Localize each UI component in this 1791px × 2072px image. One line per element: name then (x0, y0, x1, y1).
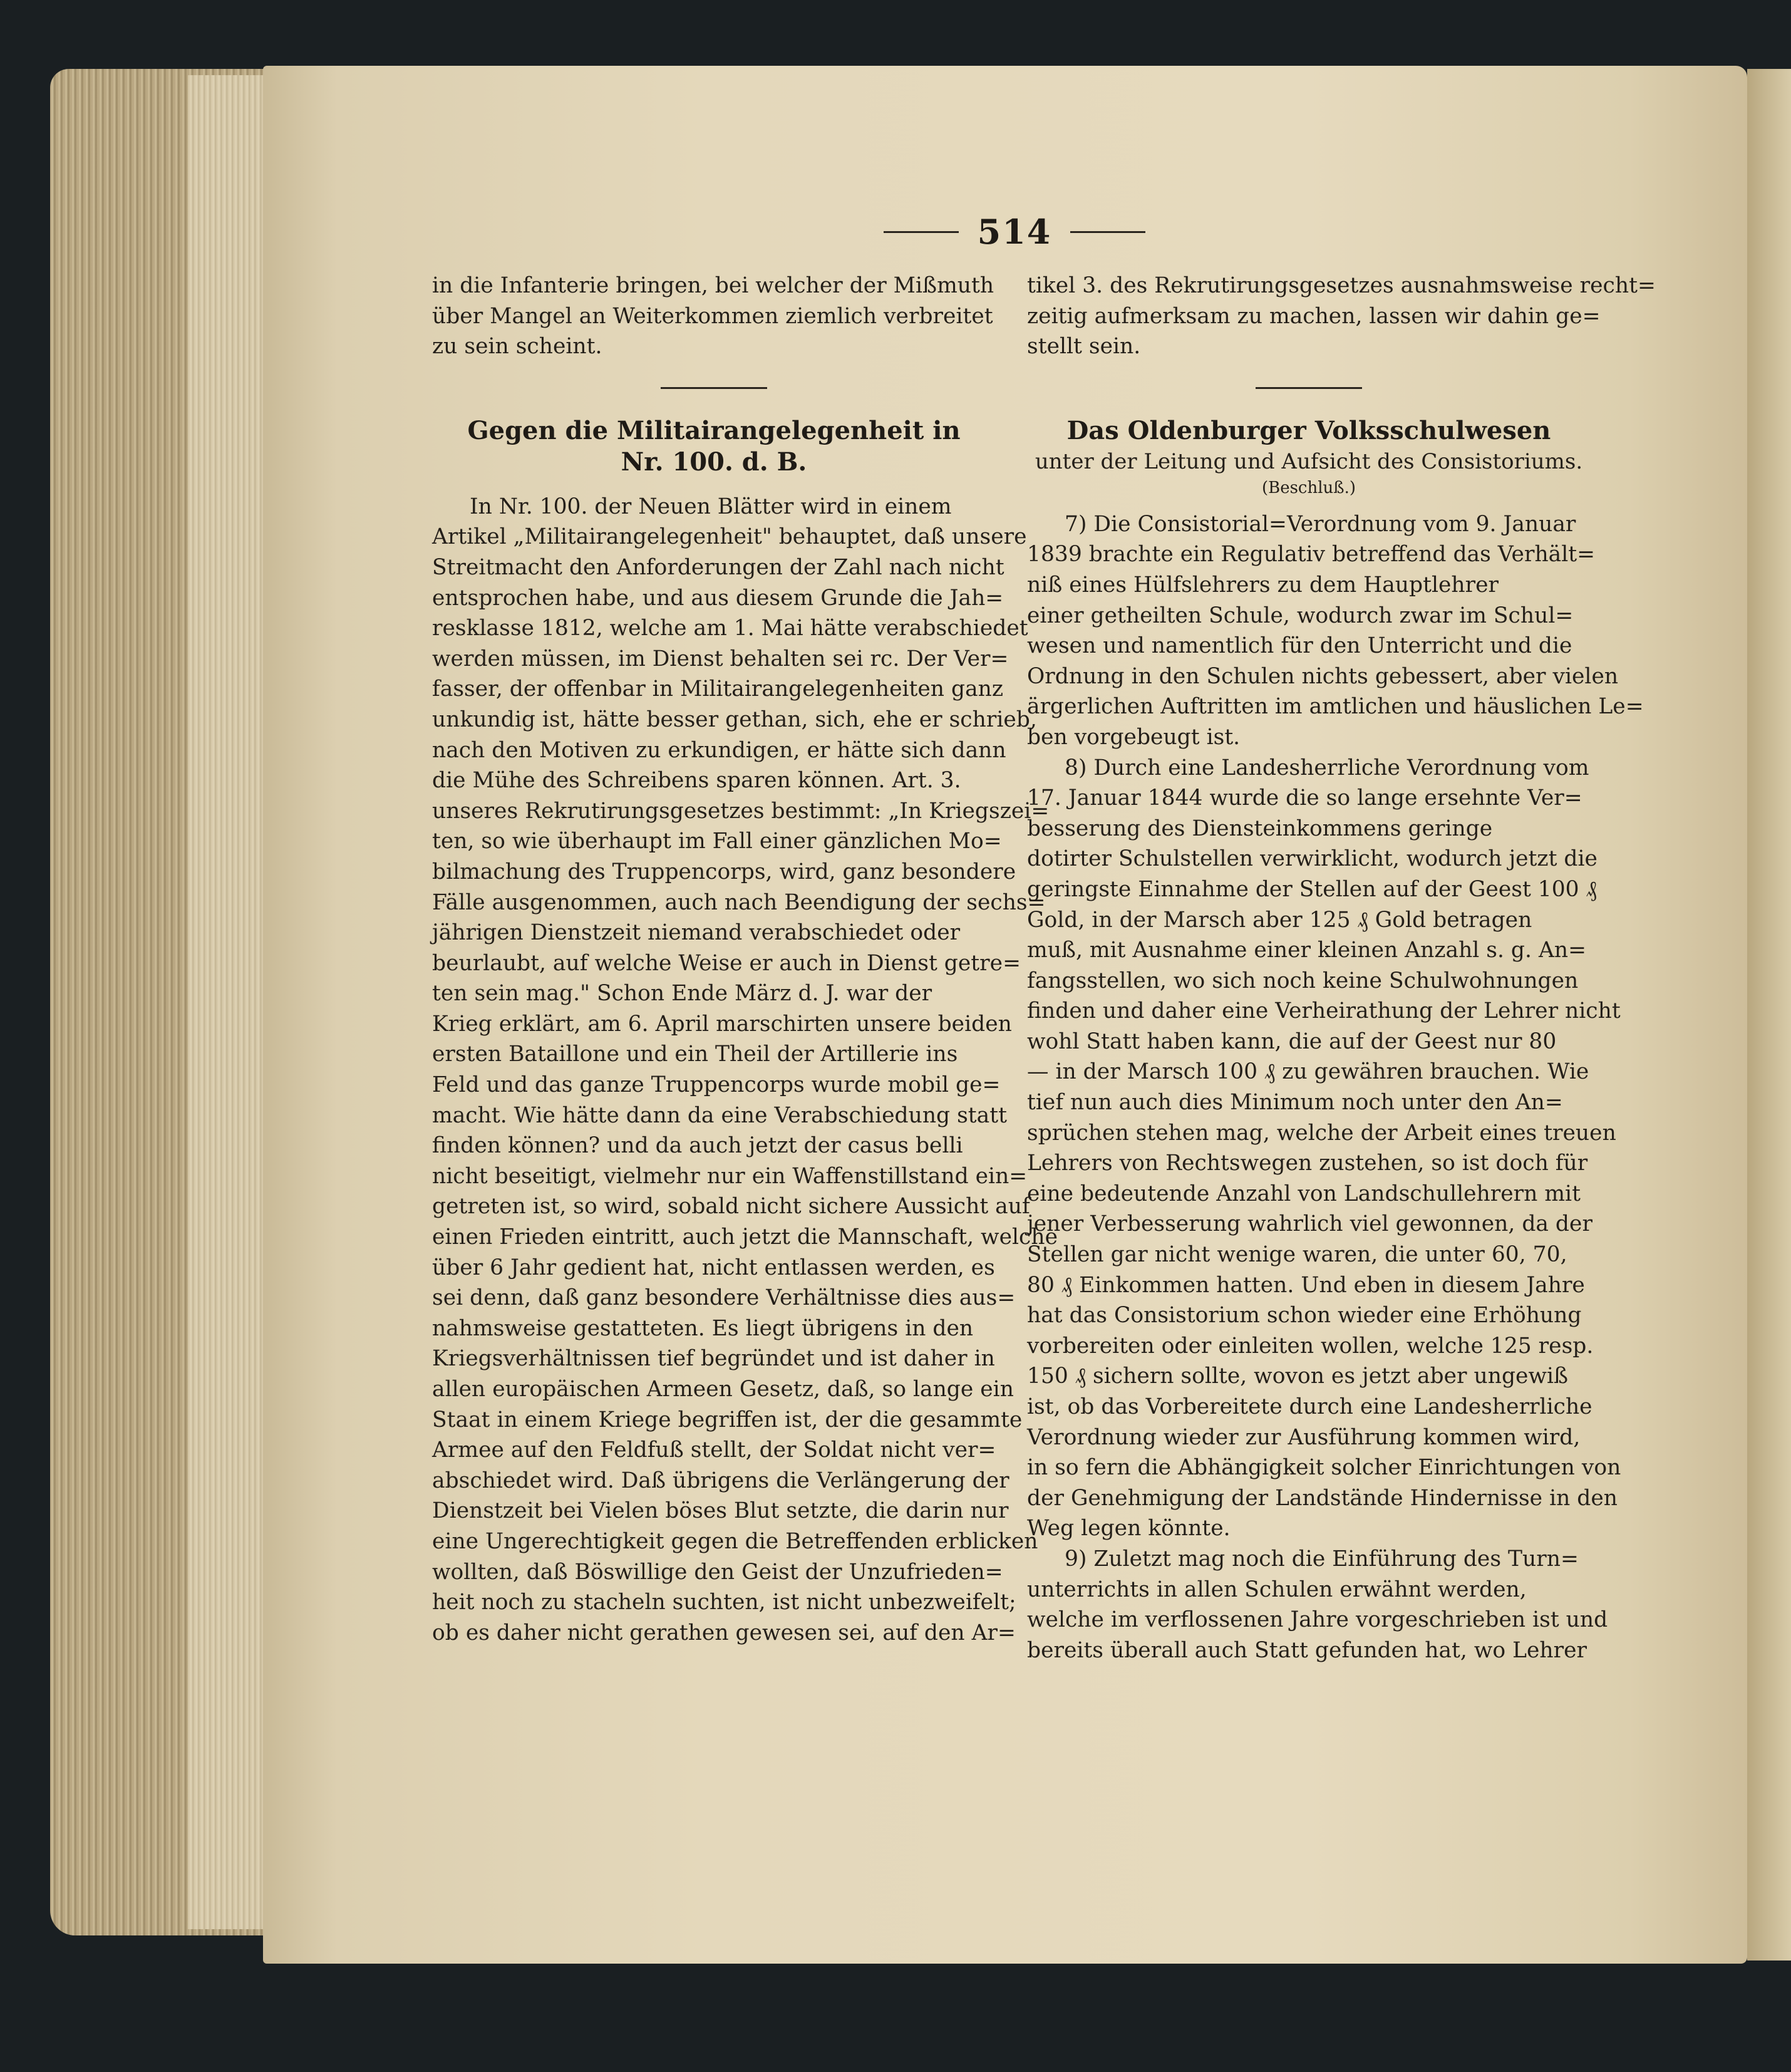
text-line: zeitig aufmerksam zu machen, lassen wir dahin ge= (1027, 303, 1601, 329)
text-line: fangsstellen, wo sich noch keine Schulwohnungen (1027, 968, 1579, 993)
text-line: über 6 Jahr gedient hat, nicht entlassen werden, es (432, 1255, 995, 1280)
right-intro-paragraph (1027, 271, 1656, 362)
text-line: zu sein scheint. (432, 334, 602, 360)
text-line: 150 ₰ sichern sollte, wovon es jetzt aber ungewiß (1027, 1364, 1569, 1389)
text-line: besserung des Diensteinkommens geringe (1027, 816, 1493, 841)
text-line: tikel 3. des Rekrutirungsgesetzes ausnahmsweise recht= (1027, 273, 1656, 298)
text-line: eine bedeutende Anzahl von Landschullehrern mit (1027, 1181, 1581, 1206)
text-line: in die Infanterie bringen, bei welcher der Mißmuth (432, 273, 994, 298)
left-column (432, 271, 1058, 1648)
article-subheading: unter der Leitung und Aufsicht des Consistoriums. (1035, 448, 1583, 474)
header-rule-right (1070, 231, 1145, 233)
right-column (1027, 271, 1656, 1665)
heading-line-2: Nr. 100. d. B. (621, 447, 807, 477)
left-intro-paragraph (432, 271, 996, 362)
text-line: ersten Bataillone und ein Theil der Artillerie ins (432, 1042, 958, 1067)
text-line: ob es daher nicht gerathen gewesen sei, auf den Ar= (432, 1620, 1016, 1645)
text-line: heit noch zu stacheln suchten, ist nicht unbezweifelt; (432, 1590, 1016, 1615)
text-line: Krieg erklärt, am 6. April marschirten unsere beiden (432, 1011, 1012, 1037)
text-line: Weg legen könnte. (1027, 1516, 1231, 1541)
text-line: macht. Wie hätte dann da eine Verabschiedung statt (432, 1102, 1007, 1128)
text-line: tief nun auch dies Minimum noch unter den An= (1027, 1090, 1563, 1116)
text-line: wesen und namentlich für den Unterricht und die (1027, 633, 1572, 659)
text-line: jährigen Dienstzeit niemand verabschiedet oder (432, 920, 961, 946)
text-line: ist, ob das Vorbereitete durch eine Landesherrliche (1027, 1394, 1592, 1419)
text-line: 9) Zuletzt mag noch die Einführung des Turn= (1065, 1546, 1579, 1572)
paragraph-9 (1027, 1544, 1608, 1665)
text-line: nahmsweise gestatteten. Es liegt übrigens in den (432, 1315, 974, 1341)
text-line: Armee auf den Feldfuß stellt, der Soldat nicht ver= (432, 1437, 996, 1463)
paragraph-7 (1027, 509, 1644, 753)
text-line: 8) Durch eine Landesherrliche Verordnung vom (1065, 755, 1589, 780)
page-number: 514 (977, 212, 1052, 252)
text-line: abschiedet wird. Daß übrigens die Verlängerung der (432, 1468, 1009, 1493)
article-heading-school: Das Oldenburger Volksschulwesen (1066, 415, 1551, 445)
text-line: resklasse 1812, welche am 1. Mai hätte verabschiedet (432, 616, 1028, 641)
text-line: werden müssen, im Dienst behalten sei rc. Der Ver= (432, 646, 1009, 671)
section-separator-right (1256, 387, 1362, 389)
text-line: dotirter Schulstellen verwirklicht, wodurch jetzt die (1027, 846, 1597, 872)
text-line: vorbereiten oder einleiten wollen, welche 125 resp. (1027, 1333, 1594, 1359)
article-note: (Beschluß.) (1261, 478, 1356, 497)
text-line: entsprochen habe, und aus diesem Grunde die Jah= (432, 585, 1004, 611)
text-line: in so fern die Abhängigkeit solcher Einrichtungen von (1027, 1455, 1621, 1481)
header-rule-left (884, 231, 959, 233)
text-line: fasser, der offenbar in Militairangelegenheiten ganz (432, 676, 1004, 702)
text-line: Staat in einem Kriege begriffen ist, der die gesammte (432, 1407, 1023, 1432)
page-header (839, 213, 1190, 251)
text-line: finden und daher eine Verheirathung der Lehrer nicht (1027, 998, 1621, 1024)
article-heading-military (432, 415, 996, 478)
text-line: Ordnung in den Schulen nichts gebessert, aber vielen (1027, 663, 1619, 689)
facing-page-edge (1747, 69, 1791, 1961)
text-line: Dienstzeit bei Vielen böses Blut setzte, die darin nur (432, 1498, 1009, 1524)
text-line: ärgerlichen Auftritten im amtlichen und häuslichen Le= (1027, 694, 1644, 720)
left-body-paragraph (432, 492, 1058, 1649)
text-line: Feld und das ganze Truppencorps wurde mobil ge= (432, 1072, 1001, 1098)
text-line: Kriegsverhältnissen tief begründet und ist daher in (432, 1346, 995, 1372)
text-line: bilmachung des Truppencorps, wird, ganz besondere (432, 859, 1016, 884)
text-line: unseres Rekrutirungsgesetzes bestimmt: „In Kriegszei= (432, 798, 1050, 824)
text-line: eine Ungerechtigkeit gegen die Betreffenden erblicken (432, 1528, 1038, 1554)
text-line: Stellen gar nicht wenige waren, die unter 60, 70, (1027, 1242, 1567, 1268)
text-line: einen Frieden eintritt, auch jetzt die Mannschaft, welche (432, 1225, 1058, 1250)
text-line: 7) Die Consistorial=Verordnung vom 9. Januar (1065, 511, 1576, 537)
text-line: Verordnung wieder zur Ausführung kommen wird, (1027, 1424, 1581, 1450)
text-line: ten, so wie überhaupt im Fall einer gänzlichen Mo= (432, 829, 1002, 854)
text-line: unkundig ist, hätte besser gethan, sich, ehe er schrieb, (432, 707, 1037, 732)
text-line: hat das Consistorium schon wieder eine Erhöhung (1027, 1303, 1582, 1329)
section-separator (661, 387, 767, 389)
text-line: niß eines Hülfslehrers zu dem Hauptlehrer (1027, 572, 1499, 598)
text-line: 17. Januar 1844 wurde die so lange ersehnte Ver= (1027, 785, 1582, 811)
text-line: — in der Marsch 100 ₰ zu gewähren brauchen. Wie (1027, 1059, 1589, 1085)
text-line: nicht beseitigt, vielmehr nur ein Waffenstillstand ein= (432, 1163, 1028, 1189)
text-line: einer getheilten Schule, wodurch zwar im Schul= (1027, 603, 1574, 628)
text-line: nach den Motiven zu erkundigen, er hätte sich dann (432, 737, 1006, 763)
text-line: Fälle ausgenommen, auch nach Beendigung der sechs= (432, 889, 1046, 915)
text-line: finden können? und da auch jetzt der casus belli (432, 1133, 963, 1159)
text-line: allen europäischen Armeen Gesetz, daß, so lange ein (432, 1377, 1014, 1402)
text-line: stellt sein. (1027, 334, 1141, 360)
text-line: sei denn, daß ganz besondere Verhältnisse dies aus= (432, 1285, 1016, 1311)
text-line: ben vorgebeugt ist. (1027, 724, 1241, 750)
text-line: ten sein mag." Schon Ende März d. J. war der (432, 981, 932, 1007)
text-line: wollten, daß Böswillige den Geist der Unzufrieden= (432, 1559, 1003, 1585)
text-line: Streitmacht den Anforderungen der Zahl nach nicht (432, 554, 1004, 580)
text-line: welche im verflossenen Jahre vorgeschrieben ist und (1027, 1607, 1608, 1633)
text-line: muß, mit Ausnahme einer kleinen Anzahl s. g. An= (1027, 938, 1586, 963)
book-page-edges-inner (188, 75, 276, 1929)
text-line: sprüchen stehen mag, welche der Arbeit eines treuen (1027, 1120, 1616, 1146)
text-line: die Mühe des Schreibens sparen können. Art. 3. (432, 768, 961, 794)
text-line: der Genehmigung der Landstände Hindernisse in den (1027, 1485, 1618, 1511)
text-line: jener Verbesserung wahrlich viel gewonnen, da der (1027, 1211, 1592, 1237)
text-line: Artikel „Militairangelegenheit" behauptet, daß unsere (432, 524, 1027, 550)
text-line: Gold, in der Marsch aber 125 ₰ Gold betragen (1027, 907, 1532, 933)
text-line: wohl Statt haben kann, die auf der Geest nur 80 (1027, 1028, 1557, 1054)
heading-line-1: Gegen die Militairangelegenheit in (467, 415, 961, 445)
text-line: In Nr. 100. der Neuen Blätter wird in einem (470, 494, 952, 519)
text-line: 80 ₰ Einkommen hatten. Und eben in diesem Jahre (1027, 1272, 1585, 1298)
paragraph-8 (1027, 753, 1621, 1544)
text-line: unterrichts in allen Schulen erwähnt werden, (1027, 1577, 1527, 1602)
text-line: 1839 brachte ein Regulativ betreffend das Verhält= (1027, 542, 1596, 567)
text-line: Lehrers von Rechtswegen zustehen, so ist doch für (1027, 1151, 1588, 1176)
text-line: beurlaubt, auf welche Weise er auch in Dienst getre= (432, 950, 1021, 976)
text-line: getreten ist, so wird, sobald nicht sichere Aussicht auf (432, 1194, 1030, 1220)
text-line: geringste Einnahme der Stellen auf der Geest 100 ₰ (1027, 876, 1597, 902)
text-line: über Mangel an Weiterkommen ziemlich verbreitet (432, 303, 993, 329)
text-line: bereits überall auch Statt gefunden hat, wo Lehrer (1027, 1637, 1587, 1663)
